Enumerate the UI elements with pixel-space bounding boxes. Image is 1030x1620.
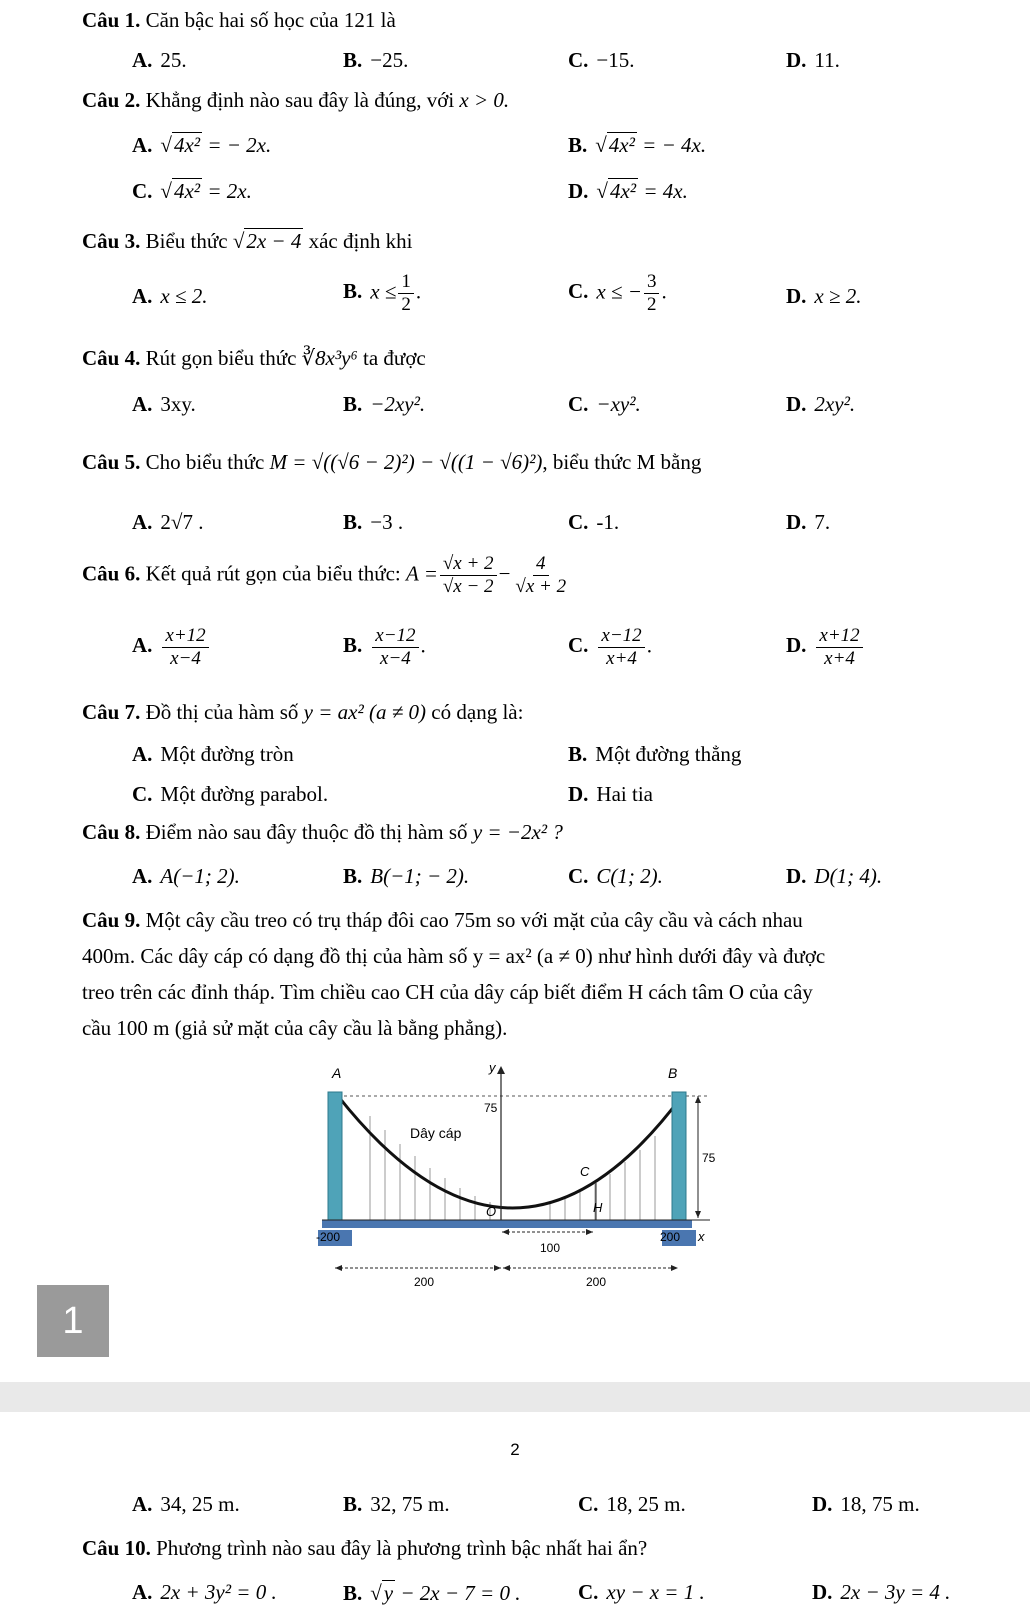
page-number: 2 — [510, 1440, 520, 1459]
q10-opt-c: C. xy − x = 1 . — [578, 1580, 705, 1604]
q9-opt-b: B. 32, 75 m. — [343, 1492, 450, 1516]
q1-opt-c: C. −15. — [568, 48, 635, 72]
q9-opt-d: D. 18, 75 m. — [812, 1492, 920, 1516]
q8-opt-d: D. D(1; 4). — [786, 864, 883, 888]
q2-opt-b: B. √4x² = − 4x. — [568, 133, 707, 157]
q4-prompt: Câu 4. Rút gọn biểu thức ∛8x³y⁶ ta được — [82, 346, 426, 370]
label-d200b: 200 — [586, 1275, 607, 1289]
label-pos200: 200 — [660, 1230, 681, 1244]
label-b: B — [668, 1065, 678, 1081]
q10-opt-a: A. 2x + 3y² = 0 . — [132, 1580, 277, 1604]
q3-prompt: Câu 3. Biểu thức √2x − 4 xác định khi — [82, 229, 413, 253]
q6-prompt: Câu 6. Kết quả rút gọn của biểu thức: A = $\frac{√x + 2}{√x - 2}$ − $\frac{4}{√x + 2}$ — [82, 553, 567, 597]
q5-opt-c: C. -1. — [568, 510, 620, 534]
q1-opt-d: D. 11. — [786, 48, 840, 72]
q8-opt-c: C. C(1; 2). — [568, 864, 663, 888]
q7-prompt: Câu 7. Đồ thị của hàm số y = ax² (a ≠ 0) có dạng là: — [82, 700, 524, 724]
q4-opt-a: A. 3xy. — [132, 392, 196, 416]
page-number-box: 1 — [37, 1285, 109, 1357]
label-y: y — [489, 1060, 496, 1075]
q4-opt-c: C. −xy². — [568, 392, 641, 416]
q1-opt-b: B. −25. — [343, 48, 409, 72]
label-a: A — [332, 1065, 342, 1081]
q3-opt-c: C. x ≤ − $\frac{3}{2}$ . — [568, 271, 667, 315]
q10-opt-d: D. 2x − 3y = 4 . — [812, 1580, 951, 1604]
label-d200a: 200 — [414, 1275, 435, 1289]
q10-prompt: Câu 10. Phương trình nào sau đây là phương trình bậc nhất hai ẩn? — [82, 1536, 648, 1560]
q9-opt-a: A. 34, 25 m. — [132, 1492, 240, 1516]
q4-opt-d: D. 2xy². — [786, 392, 856, 416]
q4-opt-b: B. −2xy². — [343, 392, 426, 416]
label-d100: 100 — [540, 1241, 561, 1255]
q7-opt-b: B. Một đường thẳng — [568, 742, 742, 766]
q3-opt-a: A. x ≤ 2. — [132, 284, 208, 308]
q5-prompt: Câu 5. Cho biểu thức M = √((√6 − 2)²) − √((1 − √6)²), biểu thức M bằng — [82, 450, 702, 474]
q6-opt-b: B. $\frac{x-12}{x-4}$ . — [343, 625, 426, 669]
label-o: O — [486, 1204, 497, 1219]
label-neg200: -200 — [316, 1230, 341, 1244]
q7-opt-c: C. Một đường parabol. — [132, 782, 329, 806]
q3-opt-b: B. x ≤ $\frac{1}{2}$ . — [343, 271, 422, 315]
q6-opt-d: D. $\frac{x+12}{x+4}$ — [786, 626, 865, 669]
q6-opt-a: A. $\frac{x+12}{x-4}$ — [132, 626, 211, 669]
q9-prompt: Câu 9. Một cây cầu treo có trụ tháp đôi cao 75m so với mặt của cây cầu và cách nhau 400m. Các dây cáp có dạng đồ thị của hàm số y = ax² (a ≠ 0) như hình dưới đây và được treo trên các đỉnh tháp. Tìm chiều cao CH của dây cáp biết điểm H cách tâm O của cây cầu 100 m (giả sử mặt của cây cầu là bằng phẳng). — [82, 908, 826, 1040]
q8-prompt: Câu 8. Điểm nào sau đây thuộc đồ thị hàm số y = −2x² ? — [82, 820, 563, 844]
label-c: C — [580, 1164, 590, 1179]
q5-opt-d: D. 7. — [786, 510, 831, 534]
q3-opt-d: D. x ≥ 2. — [786, 284, 862, 308]
label-x: x — [698, 1229, 705, 1244]
q7-opt-d: D. Hai tia — [568, 782, 653, 806]
q6-opt-c: C. $\frac{x-12}{x+4}$ . — [568, 625, 652, 669]
q10-opt-b: B. √y − 2x − 7 = 0 . — [343, 1581, 521, 1605]
q1-opt-a: A. 25. — [132, 48, 187, 72]
bridge-figure — [310, 1058, 730, 1298]
q2-opt-c: C. √4x² = 2x. — [132, 179, 252, 203]
q5-opt-b: B. −3 . — [343, 510, 404, 534]
q2-opt-a: A. √4x² = − 2x. — [132, 133, 272, 157]
q9-opt-c: C. 18, 25 m. — [578, 1492, 686, 1516]
label-h-side: 75 — [702, 1151, 716, 1165]
q7-opt-a: A. Một đường tròn — [132, 742, 294, 766]
q2-prompt: Câu 2. Khẳng định nào sau đây là đúng, với x > 0. — [82, 88, 510, 112]
q1-prompt: Câu 1. Căn bậc hai số học của 121 là — [82, 8, 396, 32]
label-h: H — [593, 1200, 603, 1215]
page-divider — [0, 1382, 1030, 1412]
q8-opt-b: B. B(−1; − 2). — [343, 864, 470, 888]
q5-opt-a: A. 2√7 . — [132, 510, 204, 534]
q2-opt-d: D. √4x² = 4x. — [568, 179, 688, 203]
q8-opt-a: A. A(−1; 2). — [132, 864, 240, 888]
label-h-top: 75 — [484, 1101, 498, 1115]
label-cable: Dây cáp — [410, 1125, 462, 1141]
